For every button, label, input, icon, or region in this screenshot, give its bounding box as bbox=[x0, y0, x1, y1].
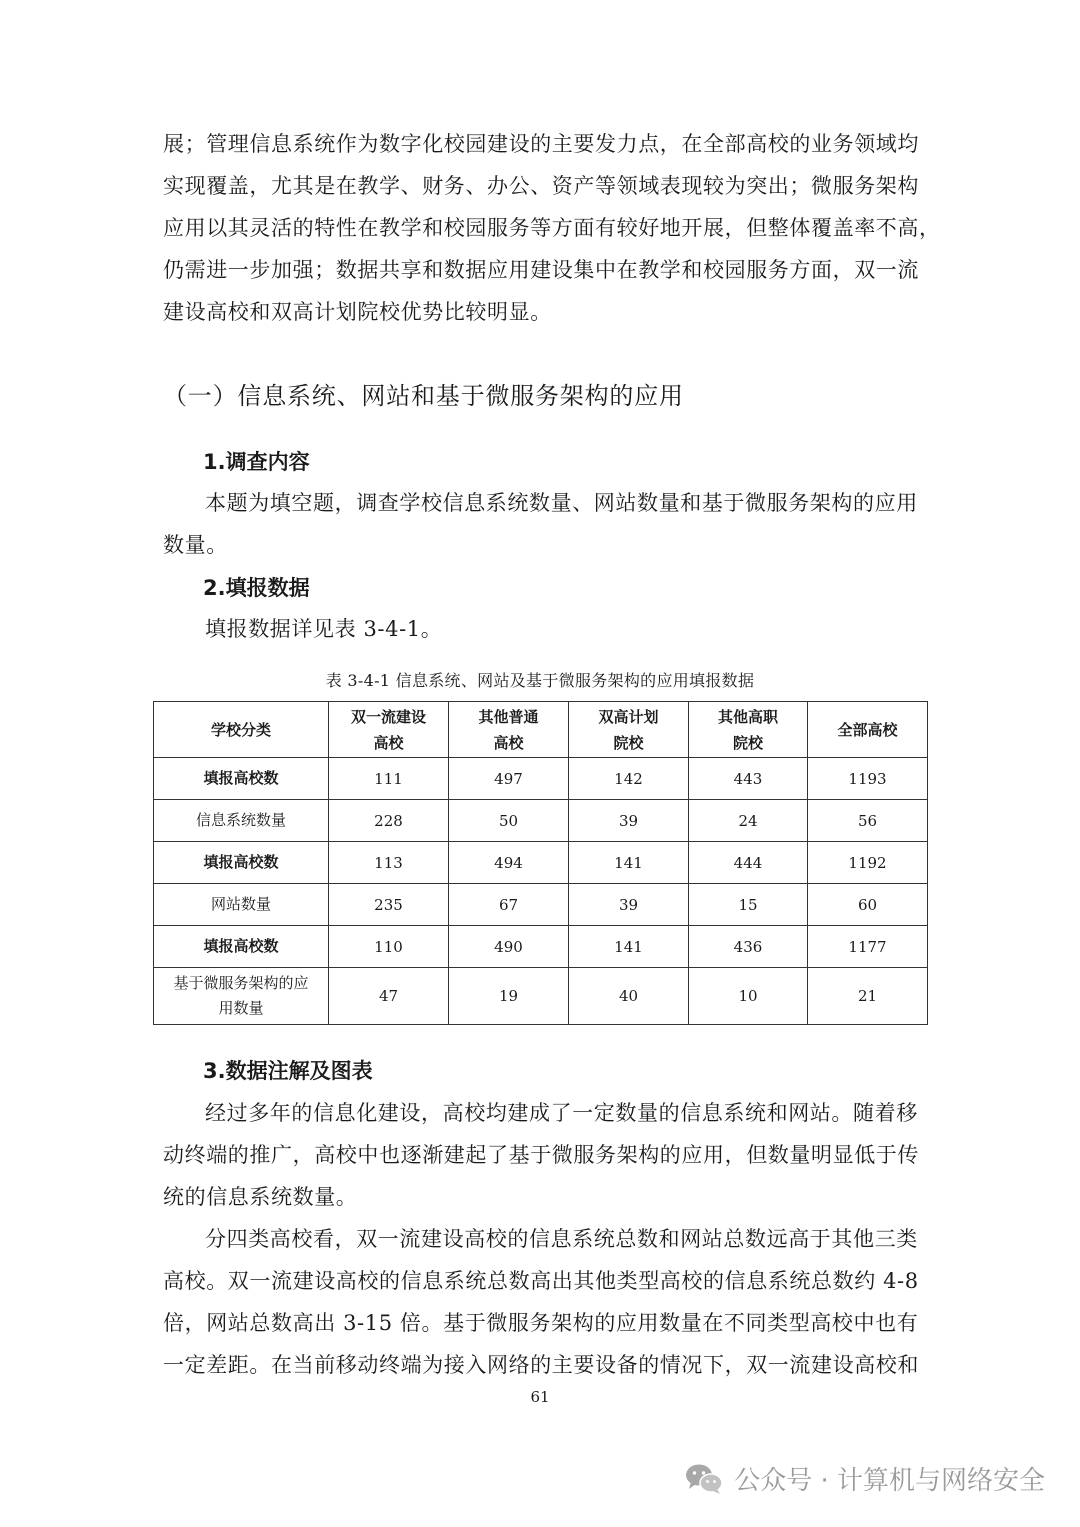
table-cell: 443 bbox=[689, 758, 808, 800]
table-cell: 21 bbox=[808, 968, 928, 1025]
table-cell: 15 bbox=[689, 884, 808, 926]
row-label: 填报高校数 bbox=[154, 926, 329, 968]
table-cell: 494 bbox=[449, 842, 569, 884]
text-line: 分四类高校看，双一流建设高校的信息系统总数和网站总数远高于其他三类 bbox=[205, 1227, 918, 1251]
report-data-paragraph bbox=[163, 608, 923, 650]
table-cell: 60 bbox=[808, 884, 928, 926]
table-cell: 142 bbox=[569, 758, 689, 800]
watermark-text: 公众号 · 计算机与网络安全 bbox=[734, 1466, 1045, 1496]
table-row bbox=[154, 926, 928, 968]
wechat-icon bbox=[684, 1462, 724, 1496]
row-label: 填报高校数 bbox=[154, 842, 329, 884]
table-body bbox=[154, 758, 928, 1025]
survey-content-paragraph bbox=[163, 482, 923, 566]
row-label: 填报高校数 bbox=[154, 758, 329, 800]
table-cell: 1192 bbox=[808, 842, 928, 884]
table-cell: 141 bbox=[569, 842, 689, 884]
section-title: （一）信息系统、网站和基于微服务架构的应用 bbox=[163, 382, 684, 410]
subheading-data-notes: 3.数据注解及图表 bbox=[203, 1059, 373, 1083]
notes-paragraph-1 bbox=[163, 1092, 923, 1218]
text-line: 倍，网站总数高出 3-15 倍。基于微服务架构的应用数量在不同类型高校中也有 bbox=[163, 1311, 919, 1335]
data-table bbox=[153, 701, 928, 1025]
table-cell: 39 bbox=[569, 800, 689, 842]
text-line: 实现覆盖，尤其是在教学、财务、办公、资产等领域表现较为突出；微服务架构 bbox=[163, 174, 919, 198]
row-label: 信息系统数量 bbox=[154, 800, 329, 842]
text-line: 本题为填空题，调查学校信息系统数量、网站数量和基于微服务架构的应用 bbox=[205, 491, 918, 515]
column-header: 其他普通 高校 bbox=[449, 702, 569, 758]
page-number: 61 bbox=[530, 1388, 550, 1406]
column-header: 其他高职 院校 bbox=[689, 702, 808, 758]
table-cell: 1177 bbox=[808, 926, 928, 968]
watermark bbox=[684, 1460, 1045, 1497]
table-cell: 19 bbox=[449, 968, 569, 1025]
text-line: 一定差距。在当前移动终端为接入网络的主要设备的情况下，双一流建设高校和 bbox=[163, 1353, 919, 1377]
row-label: 网站数量 bbox=[154, 884, 329, 926]
column-header: 全部高校 bbox=[808, 702, 928, 758]
text-line: 统的信息系统数量。 bbox=[163, 1185, 358, 1209]
text-line: 展；管理信息系统作为数字化校园建设的主要发力点，在全部高校的业务领域均 bbox=[163, 132, 919, 156]
text-line: 经过多年的信息化建设，高校均建成了一定数量的信息系统和网站。随着移 bbox=[205, 1101, 918, 1125]
table-row bbox=[154, 758, 928, 800]
row-label: 基于微服务架构的应 用数量 bbox=[154, 968, 329, 1025]
table-cell: 1193 bbox=[808, 758, 928, 800]
text-line: 建设高校和双高计划院校优势比较明显。 bbox=[163, 300, 552, 324]
table-row bbox=[154, 842, 928, 884]
text-line: 高校。双一流建设高校的信息系统总数高出其他类型高校的信息系统总数约 4-8 bbox=[163, 1269, 919, 1293]
table-cell: 50 bbox=[449, 800, 569, 842]
table-cell: 228 bbox=[329, 800, 449, 842]
column-header: 双高计划 院校 bbox=[569, 702, 689, 758]
table-cell: 490 bbox=[449, 926, 569, 968]
subheading-survey-content: 1.调查内容 bbox=[203, 450, 310, 474]
table-cell: 47 bbox=[329, 968, 449, 1025]
table-cell: 111 bbox=[329, 758, 449, 800]
table-cell: 141 bbox=[569, 926, 689, 968]
text-line: 填报数据详见表 3-4-1。 bbox=[205, 617, 443, 641]
table-row bbox=[154, 800, 928, 842]
table-caption: 表 3-4-1 信息系统、网站及基于微服务架构的应用填报数据 bbox=[325, 671, 755, 690]
table-row bbox=[154, 968, 928, 1025]
table-cell: 444 bbox=[689, 842, 808, 884]
text-line: 数量。 bbox=[163, 533, 228, 557]
column-header-category: 学校分类 bbox=[154, 702, 329, 758]
intro-paragraph bbox=[163, 123, 941, 333]
text-line: 动终端的推广，高校中也逐渐建起了基于微服务架构的应用，但数量明显低于传 bbox=[163, 1143, 919, 1167]
table-cell: 39 bbox=[569, 884, 689, 926]
table-cell: 40 bbox=[569, 968, 689, 1025]
table-cell: 436 bbox=[689, 926, 808, 968]
subheading-report-data: 2.填报数据 bbox=[203, 576, 310, 600]
table-cell: 24 bbox=[689, 800, 808, 842]
table-cell: 10 bbox=[689, 968, 808, 1025]
table-row bbox=[154, 884, 928, 926]
text-line: 应用以其灵活的特性在教学和校园服务等方面有较好地开展，但整体覆盖率不高， bbox=[163, 216, 941, 240]
table-cell: 497 bbox=[449, 758, 569, 800]
text-line: 仍需进一步加强；数据共享和数据应用建设集中在教学和校园服务方面，双一流 bbox=[163, 258, 919, 282]
table-cell: 110 bbox=[329, 926, 449, 968]
table-header-row bbox=[154, 702, 928, 758]
column-header: 双一流建设 高校 bbox=[329, 702, 449, 758]
notes-paragraph-2 bbox=[163, 1218, 923, 1386]
table-cell: 235 bbox=[329, 884, 449, 926]
table-cell: 67 bbox=[449, 884, 569, 926]
table-cell: 56 bbox=[808, 800, 928, 842]
table-cell: 113 bbox=[329, 842, 449, 884]
